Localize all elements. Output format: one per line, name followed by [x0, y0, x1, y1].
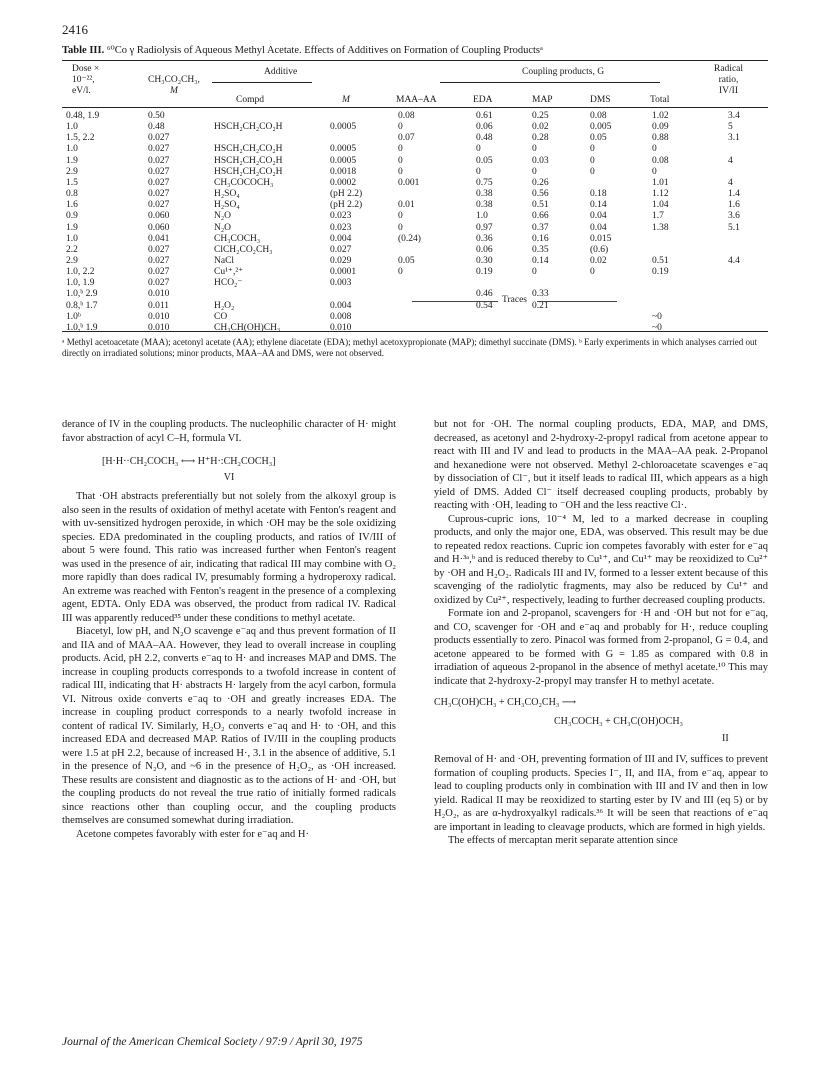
cell-ratio: 3.1 [728, 133, 740, 144]
cell-map: 0 [532, 166, 537, 177]
cell-eda: 0.38 [476, 200, 493, 211]
header-radical-ratio: Radical ratio, IV/II [714, 64, 744, 96]
table-caption [62, 44, 762, 56]
cell-ester: 0.027 [148, 278, 170, 289]
right-paragraph-4: Removal of H· and ·OH, preventing formation of III and IV, suffices to prevent formation of coupling products. Species I⁻, II, and IIA, from e⁻aq, appear to lead to coupling products only in combination with III and IV and then in low yield. Radical II may be reoxidized to starting ester by IV and III (eq 5) or by H₂O₂, as are α-hydroxyalkyl radicals.³⁶ It will be seen that reactions of e⁻aq are important in leading to cleavage products, which are formed in high yields. [434, 754, 768, 833]
cell-dose: 0.9 [66, 211, 78, 222]
cell-dose: 2.2 [66, 244, 78, 255]
cell-compd: N₂O [214, 211, 232, 222]
cell-dose: 1.0,ᵇ 1.9 [66, 322, 98, 333]
header-maa-aa: MAA–AA [396, 95, 437, 105]
cell-total: ~0 [652, 311, 662, 322]
cell-molarity: 0.027 [330, 244, 352, 255]
cell-ester: 0.010 [148, 322, 170, 333]
cell-maa-aa: 0.001 [398, 177, 420, 188]
table-footnote: ᵃ Methyl acetoacetate (MAA); acetonyl acetate (AA); ethylene diacetate (EDA); methyl acetoxypropionate (MAP); dimethyl succinate (DMS). ᵇ Early experiments in which analyses carried out directly on irradiated solutions; minor products, MAA–AA and DMS, were not observed. [62, 337, 757, 358]
cell-molarity: 0.004 [330, 300, 352, 311]
cell-maa-aa: 0 [398, 122, 403, 133]
cell-eda: 0.30 [476, 255, 493, 266]
cell-compd: ClCH₂CO₂CH₃ [214, 244, 273, 255]
cell-molarity: 0.010 [330, 322, 352, 333]
cell-eda: 1.0 [476, 211, 488, 222]
cell-dms: 0.18 [590, 189, 607, 200]
traces-label: Traces [502, 295, 527, 305]
cell-compd: CO [214, 311, 228, 322]
cell-map: 0.51 [532, 200, 549, 211]
cell-total: 1.12 [652, 189, 669, 200]
cell-map: 0.21 [532, 300, 549, 311]
cell-total: 1.38 [652, 222, 669, 233]
cell-compd: HSCH₂CH₂CO₂H [214, 166, 283, 177]
cell-map: 0.02 [532, 122, 549, 133]
cell-total: 1.7 [652, 211, 664, 222]
cell-maa-aa: 0.07 [398, 133, 415, 144]
cell-dose: 1.5 [66, 177, 78, 188]
cell-compd: N₂O [214, 222, 232, 233]
cell-ester: 0.027 [148, 133, 170, 144]
cell-eda: 0.05 [476, 155, 493, 166]
cell-eda: 0.54 [476, 300, 493, 311]
cell-map: 0.28 [532, 133, 549, 144]
cell-eda: 0.48 [476, 133, 493, 144]
equation-line-2: CH₃COCH₃ + CH₃C(OH)OCH₃ [554, 716, 684, 727]
cell-ester: 0.027 [148, 144, 170, 155]
header-ester: CH₃CO₂CH₃, M [148, 75, 200, 96]
header-eda: EDA [473, 95, 493, 105]
cell-map: 0.26 [532, 177, 549, 188]
cell-dose: 0.48, 1.9 [66, 111, 100, 121]
cell-dose: 1.0, 1.9 [66, 278, 95, 289]
table-top-rule [62, 60, 768, 61]
equation-line-1: CH₃C(OH)CH₃ + CH₃CO₂CH₃ ⟶ [434, 697, 577, 708]
table-title: ⁶⁰Co γ Radiolysis of Aqueous Methyl Acetate. Effects of Additives on Formation of Coupling Productsᵃ [106, 45, 543, 56]
cell-ester: 0.010 [148, 311, 170, 322]
cell-map: 0.66 [532, 211, 549, 222]
cell-maa-aa: 0 [398, 155, 403, 166]
cell-dose: 1.9 [66, 155, 78, 166]
cell-molarity: 0.008 [330, 311, 352, 322]
cell-ester: 0.060 [148, 222, 170, 233]
right-paragraph-3: Formate ion and 2-propanol, scavengers for ·H and ·OH but not for e⁻aq, and CO, scavenger for ·OH and e⁻aq and probably for H·, reduce coupling products essentially to zero. Pinacol was formed from 2-propanol, G = 0.4, and acetone appeared to be formed with G = 1.85 as compared with 0.8 in irradiation of aqueous 2-propanol in the absence of methyl acetate.¹⁰ This may indicate that 2-hydroxy-2-propyl may transfer H to methyl acetate. [434, 608, 768, 687]
cell-maa-aa: 0 [398, 267, 403, 278]
left-paragraph-2: That ·OH abstracts preferentially but not solely from the alkoxyl group is also seen in the results of oxidation of methyl acetate with Fenton's reagent and with uv-sensitized hydrogen peroxide, in which ·OH may be the sole oxidizing species. EDA predominated in the coupling products, and ratios of IV/III of about 5 were found. This ratio was increased further when Fenton's reagent was used in the presence of air, indicating that radical III may combine with O₂ more rapidly than does radical IV, presumably forming a hydroperoxy radical. An extreme was reached with Fenton's reagent in the presence of a complexing agent, EDTA. Only EDA was observed, the product from radical IV. Radical III was apparently reduced³⁵ under these conditions to methyl acetate. [62, 491, 396, 624]
cell-dose: 0.8,ᵇ 1.7 [66, 300, 98, 311]
table-header-rule [62, 107, 768, 108]
right-column [434, 418, 768, 848]
cell-ester: 0.027 [148, 155, 170, 166]
cell-total: 0 [652, 144, 657, 155]
cell-eda: 0.61 [476, 111, 493, 121]
cell-ratio: 4 [728, 155, 733, 166]
cell-eda: 0 [476, 166, 481, 177]
cell-maa-aa: 0.05 [398, 255, 415, 266]
page-number: 2416 [62, 22, 88, 37]
cell-ester: 0.011 [148, 300, 170, 311]
cell-dms: 0.015 [590, 233, 612, 244]
cell-eda: 0.36 [476, 233, 493, 244]
cell-dms: 0.14 [590, 200, 607, 211]
cell-molarity: 0.0002 [330, 177, 357, 188]
cell-maa-aa: 0.08 [398, 111, 415, 121]
cell-total: 0.19 [652, 267, 669, 278]
cell-ester: 0.027 [148, 177, 170, 188]
cell-maa-aa: 0 [398, 222, 403, 233]
cell-compd: HCO₂⁻ [214, 278, 243, 289]
cell-molarity: (pH 2.2) [330, 189, 363, 200]
header-additive: Additive [264, 67, 298, 77]
cell-maa-aa: 0 [398, 166, 403, 177]
cell-map: 0 [532, 267, 537, 278]
cell-dms: 0 [590, 144, 595, 155]
cell-map: 0.33 [532, 289, 549, 300]
header-map: MAP [532, 95, 553, 105]
cell-dms: 0.08 [590, 111, 607, 121]
cell-map: 0.14 [532, 255, 549, 266]
journal-footer: Journal of the American Chemical Society / 97:9 / April 30, 1975 [62, 1036, 363, 1048]
cell-molarity: 0.0001 [330, 267, 357, 278]
header-coupling-products: Coupling products, G [522, 67, 605, 77]
cell-ratio: 4.4 [728, 255, 740, 266]
cell-map: 0.35 [532, 244, 549, 255]
cell-molarity: 0.004 [330, 233, 352, 244]
cell-map: 0.56 [532, 189, 549, 200]
cell-dose: 2.9 [66, 255, 78, 266]
cell-dose: 1.0ᵇ [66, 311, 81, 322]
cell-molarity: 0.029 [330, 255, 352, 266]
cell-compd: Cu¹⁺,²⁺ [214, 267, 244, 278]
cell-dms: 0.04 [590, 222, 607, 233]
cell-map: 0.03 [532, 155, 549, 166]
cell-ratio: 3.6 [728, 211, 740, 222]
cell-total: 0.88 [652, 133, 669, 144]
cell-molarity: 0.0005 [330, 122, 357, 133]
cell-compd: CH₃COCOCH₃ [214, 177, 274, 188]
cell-map: 0.37 [532, 222, 549, 233]
header-dms: DMS [590, 95, 611, 105]
cell-dose: 1.0 [66, 233, 78, 244]
cell-dose: 1.0, 2.2 [66, 267, 95, 278]
cell-compd: H₂O₂ [214, 300, 235, 311]
cell-molarity: (pH 2.2) [330, 200, 363, 211]
cell-ratio: 5.1 [728, 222, 740, 233]
cell-dose: 1.0 [66, 122, 78, 133]
cell-ester: 0.50 [148, 111, 165, 121]
cell-ester: 0.027 [148, 200, 170, 211]
cell-ester: 0.027 [148, 166, 170, 177]
equation-label: II [722, 733, 729, 744]
cell-ratio: 5 [728, 122, 733, 133]
cell-compd: H₂SO₄ [214, 200, 240, 211]
traces-line-left [412, 301, 498, 302]
cell-eda: 0.75 [476, 177, 493, 188]
cell-ester: 0.027 [148, 244, 170, 255]
cell-eda: 0.38 [476, 189, 493, 200]
cell-total: ~0 [652, 322, 662, 333]
cell-eda: 0.06 [476, 122, 493, 133]
cell-ester: 0.010 [148, 289, 170, 300]
left-paragraph-3: Biacetyl, low pH, and N₂O scavenge e⁻aq and thus prevent formation of II and IIA and of MAA–AA. However, they lead to overall increase in coupling products. Acid, pH 2.2, converts e⁻aq to H· and increases MAP and DMS. The increase in coupling products corresponds to a twofold increase in content of radical III, indicating that H· abstracts H· largely from the acyl carbon, formula VI. Nitrous oxide converts e⁻aq to ·OH and greatly increases EDA. The increase in coupling product corresponds to a nearly twofold increase in content of radical IV. Similarly, H₂O₂ converts e⁻aq and H· to ·OH, and this increased EDA and decreased MAP. Ratios of IV/III in the coupling products were 1.5 at pH 2.2, because of increased H·, 3.1 in the absence of additive, 5.1 in the presence of N₂O, and ~6 in the presence of H₂O₂, as ·OH increased. These results are consistent and diagnostic as to the actions of H· and ·OH, but the coupling products do not reveal the true ratio of initially formed radicals since reactions other than coupling occur, and the coupling products themselves are consumed somewhat during irradiation. [62, 626, 396, 826]
cell-maa-aa: 0 [398, 144, 403, 155]
cell-maa-aa: 0 [398, 211, 403, 222]
cell-total: 0.09 [652, 122, 669, 133]
cell-ester: 0.027 [148, 255, 170, 266]
cell-total: 1.02 [652, 111, 669, 121]
cell-dose: 1.5, 2.2 [66, 133, 95, 144]
cell-ester: 0.027 [148, 189, 170, 200]
cell-dose: 1.9 [66, 222, 78, 233]
cell-dose: 1.0 [66, 144, 78, 155]
cell-eda: 0.46 [476, 289, 493, 300]
cell-eda: 0.19 [476, 267, 493, 278]
cell-dms: 0 [590, 267, 595, 278]
cell-dms: 0 [590, 166, 595, 177]
cell-compd: HSCH₂CH₂CO₂H [214, 155, 283, 166]
cell-molarity: 0.003 [330, 278, 352, 289]
cell-dose: 2.9 [66, 166, 78, 177]
cell-ratio: 1.4 [728, 189, 740, 200]
cell-total: 1.04 [652, 200, 669, 211]
cell-molarity: 0.0018 [330, 166, 357, 177]
cell-total: 1.01 [652, 177, 669, 188]
cell-eda: 0.97 [476, 222, 493, 233]
cell-ester: 0.48 [148, 122, 165, 133]
cell-maa-aa: 0.01 [398, 200, 415, 211]
cell-map: 0 [532, 144, 537, 155]
formula-vi: [H·H··CH₂COCH₃ ⟷ H⁺H·:CH₂COCH₃] [102, 456, 276, 467]
cell-dms: 0.04 [590, 211, 607, 222]
left-paragraph-1: derance of IV in the coupling products. The nucleophilic character of H· might favor abstraction of acyl C–H, formula VI. [62, 419, 396, 444]
cell-dms: (0.6) [590, 244, 609, 255]
cell-compd: NaCl [214, 255, 235, 266]
cell-compd: CH₃CH(OH)CH₃ [214, 322, 281, 333]
cell-dms: 0.02 [590, 255, 607, 266]
cell-compd: CH₃COCH₃ [214, 233, 261, 244]
cell-map: 0.16 [532, 233, 549, 244]
cell-total: 0.08 [652, 155, 669, 166]
cell-compd: HSCH₂CH₂CO₂H [214, 122, 283, 133]
cell-dms: 0.05 [590, 133, 607, 144]
cell-map: 0.25 [532, 111, 549, 121]
cell-maa-aa: (0.24) [398, 233, 421, 244]
cell-ester: 0.060 [148, 211, 170, 222]
cell-dose: 1.6 [66, 200, 78, 211]
right-paragraph-2: Cuprous-cupric ions, 10⁻⁴ M, led to a marked decrease in coupling products, and only the major one, EDA, was observed. This result may be due to repeated redox reactions. Cupric ion competes favorably with ester for e⁻aq and H·³ᵃ,ᵇ and is reduced thereby to Cu¹⁺, and Cu¹⁺ may be reoxidized to Cu²⁺ by ·OH and H₂O₂. Radicals III and IV, formed to a lesser extent because of this scavenging of the radiolytic fragments, may also be reduced by Cu¹⁺ and oxidized by Cu²⁺, respectively, leading to further decreased coupling products. [434, 513, 768, 606]
header-dose: Dose × 10⁻²², eV/l. [72, 64, 100, 96]
cell-ratio: 3.4 [728, 111, 740, 121]
cell-eda: 0.06 [476, 244, 493, 255]
additive-rule [212, 82, 312, 83]
cell-total: 0.51 [652, 255, 669, 266]
cell-ratio: 1.6 [728, 200, 740, 211]
traces-line-right [537, 301, 617, 302]
cell-total: 0 [652, 166, 657, 177]
cell-eda: 0 [476, 144, 481, 155]
cell-molarity: 0.0005 [330, 155, 357, 166]
cell-molarity: 0.0005 [330, 144, 357, 155]
cell-molarity: 0.023 [330, 222, 352, 233]
formula-vi-label: VI [223, 472, 235, 483]
header-total: Total [650, 95, 670, 105]
right-paragraph-5: The effects of mercaptan merit separate attention since [448, 835, 678, 846]
cell-compd: H₂SO₄ [214, 189, 240, 200]
cell-ester: 0.041 [148, 233, 170, 244]
cell-ester: 0.027 [148, 267, 170, 278]
cell-compd: HSCH₂CH₂CO₂H [214, 144, 283, 155]
table-label: Table III. [62, 45, 105, 56]
cell-dms: 0 [590, 155, 595, 166]
header-compd: Compd [236, 95, 264, 105]
left-paragraph-4: Acetone competes favorably with ester for e⁻aq and H· [76, 828, 309, 840]
cell-molarity: 0.023 [330, 211, 352, 222]
right-paragraph-1: but not for ·OH. The normal coupling products, EDA, MAP, and DMS, decreased, as acetonyl and 2-hydroxy-2-propyl radical from acetone appear to react with III and IV and lead to products in the MAA–AA peak. 2-Propanol and hexanedione were not observed. Methyl 2-chloroacetate scavenges e⁻aq by dissociation of Cl⁻, but it itself leads to radical III, which appears as a high yield of DMS. Added Cl⁻ itself decreased coupling products, probably by reacting with ·OH, leading to ⁻OH and the less reactive Cl·. [434, 419, 768, 511]
header-molarity: M [342, 95, 350, 105]
left-column [62, 418, 396, 841]
cell-ratio: 4 [728, 177, 733, 188]
coupling-rule [440, 82, 660, 83]
cell-dose: 0.8 [66, 189, 78, 200]
cell-dms: 0.005 [590, 122, 612, 133]
cell-dose: 1.0,ᵇ 2.9 [66, 289, 98, 300]
